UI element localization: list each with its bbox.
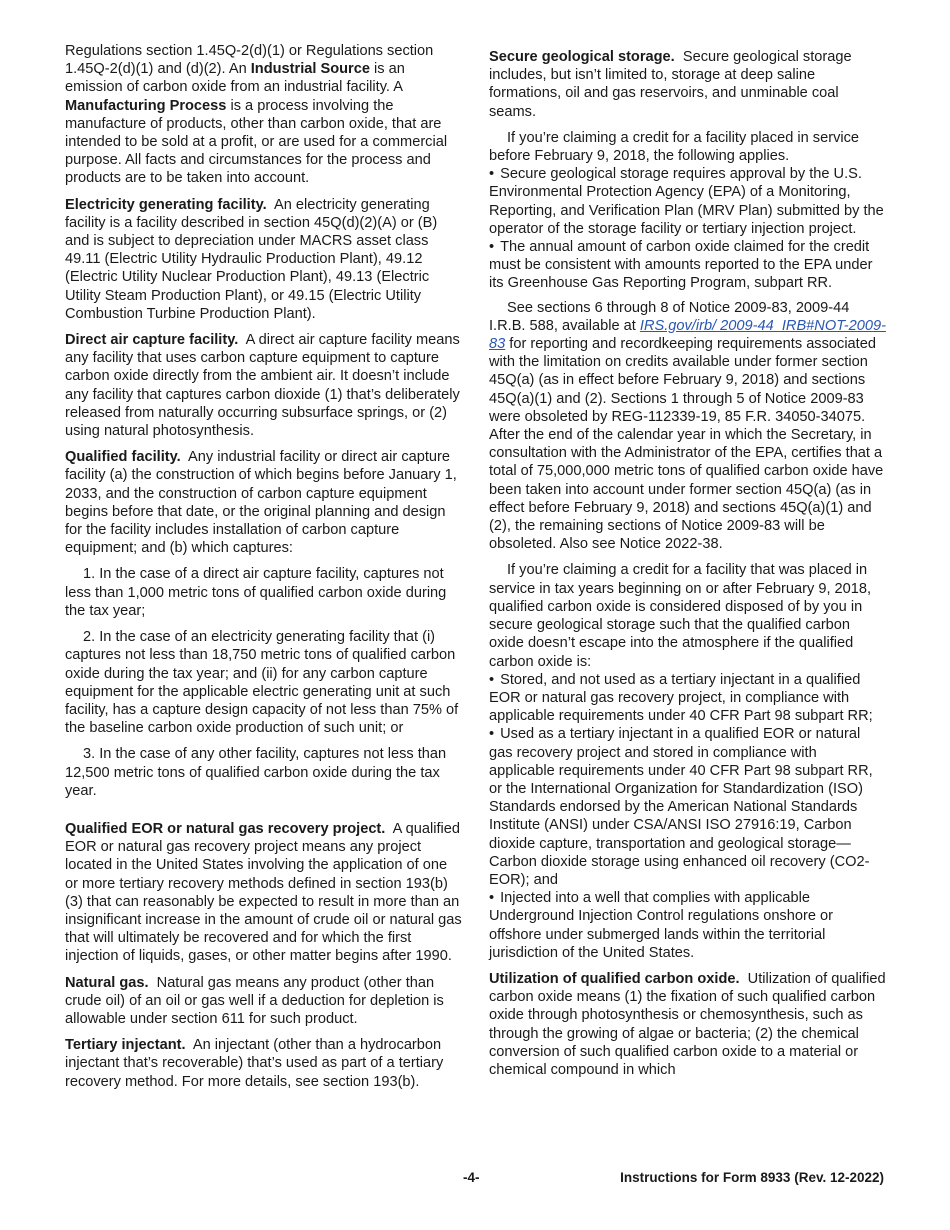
notice-paragraph: See sections 6 through 8 of Notice 2009-83, 2009-44 I.R.B. 588, available at IRS.gov/irb/ 2009-44_IRB#NOT-2009-83 for reporting and recordkeeping requirements associated with the limitation on credits available under former section 45Q(a) (as in effect before February 9, 2018) and sections 45Q(a)(1) and (2). Sections 1 through 5 of Notice 2009-83 were obsoleted by REG-112339-19, 85 F.R. 34050-34075. After the end of the calendar year in which the Secretary, in consultation with the Administrator of the EPA, certifies that a total of 75,000,000 metric tons of qualified carbon oxide have been taken into account under former section 45Q(a) (as in effect before February 9, 2018) and sections 45Q(a)(1) and (2), the remaining sections of Notice 2009-83 will be obsoleted. Also see Notice 2022-38.: [489, 299, 886, 553]
bullet-item: • Injected into a well that complies with applicable Underground Injection Control regulations onshore or offshore under submerged lands within the territorial jurisdiction of the United States.: [489, 889, 886, 962]
section-heading: Direct air capture facility.: [65, 332, 239, 349]
after-2018-paragraph: If you’re claiming a credit for a facility that was placed in service in tax years beginning on or after February 9, 2018, qualified carbon oxide is considered disposed of by you in secure geological storage such that the qualified carbon oxide doesn’t escape into the atmosphere if the qualified carbon oxide is:: [489, 562, 872, 670]
numbered-item-2: 2. In the case of an electricity generating facility that (i) captures not less than 18,750 metric tons of qualified carbon oxide during the tax year; and (ii) for any carbon capture equipment for the applicable electric generating unit at such facility, has a capture design capacity of not less than 75% of the baseline carbon oxide production of such unit; or: [65, 629, 459, 737]
right-column: [489, 42, 886, 1087]
numbered-item-3: 3. In the case of any other facility, captures not less than 12,500 metric tons of qualified carbon oxide during the tax year.: [65, 746, 447, 799]
section-heading: Utilization of qualified carbon oxide.: [489, 970, 740, 987]
industrial-source-paragraph: Regulations section 1.45Q-2(d)(1) or Regulations section 1.45Q-2(d)(1) and (d)(2). An Industrial Source is an emission of carbon oxide from an industrial facility. A Manufacturing Process is a process involving the manufacture of products, other than carbon oxide, that are intended to be sold at a profit, or are used for a commercial purpose. All facts and circumstances for the process and products are to be taken into account.: [65, 43, 448, 187]
before-2018-paragraph: If you’re claiming a credit for a facility placed in service before February 9, 2018, the following applies.: [489, 129, 860, 165]
tertiary-injectant-paragraph: Tertiary injectant. An injectant (other than a hydrocarbon injectant that’s recoverable) that’s used as part of a tertiary recovery method. For more details, see section 193(b).: [65, 1037, 444, 1090]
industrial-source-term: Industrial Source: [250, 61, 370, 78]
bullet-item: • The annual amount of carbon oxide claimed for the credit must be consistent with amounts reported to the EPA under its Greenhouse Gas Reporting Program, subpart RR.: [489, 238, 886, 293]
form-title-footer: Instructions for Form 8933 (Rev. 12-2022): [620, 1170, 884, 1185]
electricity-generating-facility-paragraph: Electricity generating facility. An electricity generating facility is a facility described in section 45Q(d)(2)(A) or (B) and is subject to depreciation under MACRS asset class 49.11 (Electric Utility Hydraulic Production Plant), 49.12 (Electric Utility Nuclear Production Plant), 49.13 (Electric Utility Steam Production Plant), or 49.15 (Electric Utility Combustion Turbine Production Plant).: [65, 196, 438, 322]
utilization-paragraph: Utilization of qualified carbon oxide. Utilization of qualified carbon oxide means (1) the fixation of such qualified carbon oxide through photosynthesis or chemosynthesis, such as through the growing of algae or bacteria; (2) the chemical conversion of such qualified carbon oxide to a material or chemical compound in which: [489, 970, 886, 1078]
section-heading: Secure geological storage.: [489, 49, 675, 65]
section-heading: Tertiary injectant.: [65, 1037, 186, 1054]
left-column: [65, 42, 462, 1099]
numbered-item-1: 1. In the case of a direct air capture facility, captures not less than 1,000 metric tons of qualified carbon oxide during the tax year;: [65, 566, 447, 619]
section-heading: Electricity generating facility.: [65, 196, 267, 213]
section-heading: Qualified facility.: [65, 449, 181, 466]
section-heading: Qualified EOR or natural gas recovery project.: [65, 820, 386, 837]
bullet-item: • Used as a tertiary injectant in a qualified EOR or natural gas recovery project and stored in compliance with applicable requirements under 40 CFR Part 98 subpart RR, or the International Organization for Standardization (ISO) Standards endorsed by the American National Standards Institute (ANSI) under CSA/ANSI ISO 27916:19, Carbon dioxide capture, transportation and geological storage—Carbon dioxide storage using enhanced oil recovery (CO2-EOR); and: [489, 725, 886, 889]
manufacturing-process-term: Manufacturing Process: [65, 97, 227, 114]
secure-geological-storage-paragraph: Secure geological storage. Secure geological storage includes, but isn’t limited to, storage at deep saline formations, oil and gas reservoirs, and unminable coal seams.: [489, 49, 852, 120]
natural-gas-paragraph: Natural gas. Natural gas means any product (other than crude oil) of an oil or gas well if a deduction for depletion is allowable under section 611 for such product.: [65, 974, 444, 1027]
irs-irb-link[interactable]: IRS.gov/irb/ 2009-44_IRB#NOT-2009-83: [489, 317, 886, 353]
section-heading: Natural gas.: [65, 974, 149, 991]
bullet-item: • Secure geological storage requires approval by the U.S. Environmental Protection Agency (EPA) of a Monitoring, Reporting, and Verification Plan (MRV Plan) submitted by the operator of the storage facility or tertiary injection project.: [489, 165, 886, 238]
qualified-facility-paragraph: Qualified facility. Any industrial facility or direct air capture facility (a) the construction of which begins before January 1, 2033, and the construction of carbon capture equipment begins before that date, or the original planning and design for the facility includes installation of carbon capture equipment; and (b) which captures:: [65, 449, 457, 557]
direct-air-capture-paragraph: Direct air capture facility. A direct air capture facility means any facility that uses carbon capture equipment to capture carbon oxide directly from the ambient air. It doesn’t include any facility that captures carbon dioxide (1) that’s deliberately released from naturally occurring subsurface springs, or (2) using natural photosynthesis.: [65, 332, 460, 440]
bullet-item: • Stored, and not used as a tertiary injectant in a qualified EOR or natural gas recovery project, in compliance with applicable requirements under 40 CFR Part 98 subpart RR;: [489, 671, 886, 726]
qualified-eor-paragraph: Qualified EOR or natural gas recovery project. A qualified EOR or natural gas recovery project means any project located in the United States involving the application of one or more tertiary recovery methods defined in section 193(b)(3) that can reasonably be expected to result in more than an insignificant increase in the amount of crude oil or natural gas that will ultimately be recovered and for which the first injection of liquids, gases, or other matter begins after 1990.: [65, 820, 462, 965]
page-number: -4-: [463, 1170, 480, 1185]
